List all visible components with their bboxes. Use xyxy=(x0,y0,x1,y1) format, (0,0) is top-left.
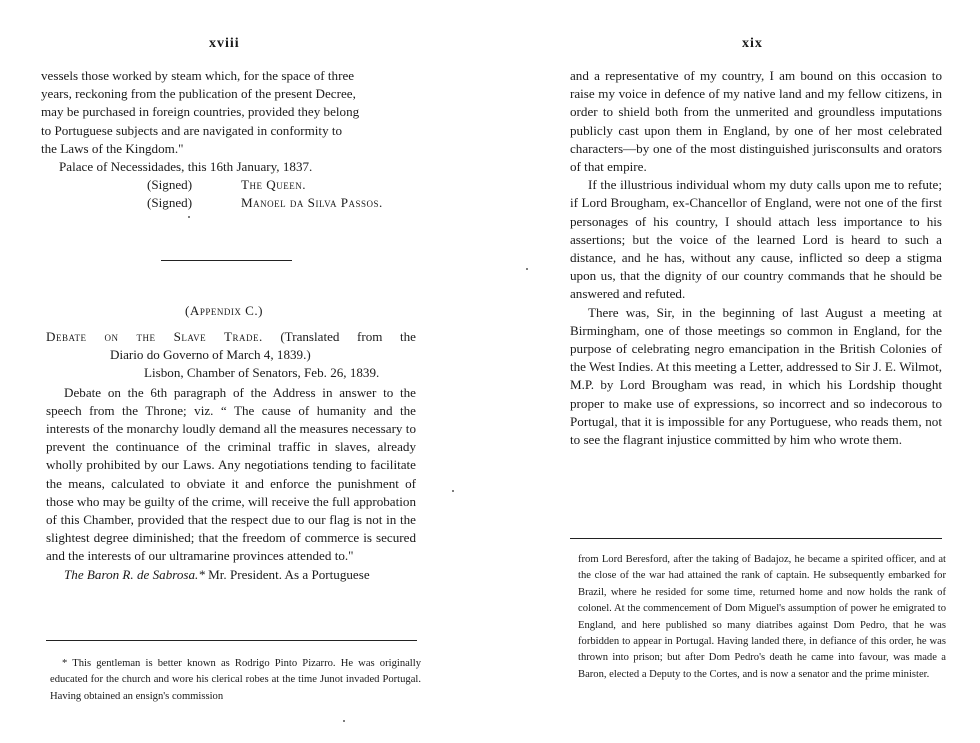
print-speck xyxy=(343,720,345,722)
debate-paragraph: Debate on the 6th paragraph of the Address in answer to the speech from the Throne; viz. “ The cause of humanity and the interests of the monarchy loudly demand all the measures necessary to prevent the continuance of the criminal traffic in slaves, already wholly prohibited by our Laws. Any negotiations tending to facilitate the means, calculated to obviate it and enforce the punishment of those who may be guilty of the crime, will receive the full approbation of this Chamber, provided that the respect due to our flag is not in the slightest degree diminished; that the freedom of commerce is secured and the interests of our ultramarine provinces attended to." xyxy=(46,384,416,564)
text-line: vessels those worked by steam which, for the space of three xyxy=(41,68,355,83)
debate-source: Diario do Governo of March 4, 1839.) xyxy=(110,347,311,363)
debate-translation-note: (Translated from the xyxy=(280,329,416,344)
paragraph: and a representative of my country, I am bound on this occasion to raise my voice in defence of my native land and my fellow citizens, in order to shield both from the unmerited and groundless imputations publicly cast upon them in England, by one of her most celebrated characters—by one of the most distinguished jurisconsults and orators of that empire. xyxy=(570,68,942,175)
appendix-heading: (Appendix C.) xyxy=(185,303,263,318)
place-date: Lisbon, Chamber of Senators, Feb. 26, 1839. xyxy=(144,365,380,381)
left-body-top xyxy=(41,67,413,213)
text-line: to Portuguese subjects and are navigated in conformity to xyxy=(41,122,343,138)
speaker-name: The Baron R. de Sabrosa.* xyxy=(64,566,205,582)
footnote-rule xyxy=(46,640,417,641)
signatory-name: Manoel da Silva Passos. xyxy=(241,195,383,211)
text-line: Palace of Necessidades, this 16th January, 1837. xyxy=(59,159,313,175)
paragraph: If the illustrious individual whom my duty calls upon me to refute; if Lord Brougham, ex-Chancellor of England, were not one of the first personages of his country, I should attach less importance to his assertions; but the voice of the learned Lord is heard to such a distance, and he has, without any cause, inflicted so deep a stigma upon us, that the dignity of our country commands that he should be answered and refuted. xyxy=(570,177,942,302)
signature-row-2 xyxy=(41,194,413,212)
right-page xyxy=(490,0,980,743)
signed-label: (Signed) xyxy=(147,195,193,211)
paragraph: There was, Sir, in the beginning of last August a meeting at Birmingham, one of those meetings so common in England, for the purpose of celebrating negro emancipation in the British Colonies of the West Indies. At this meeting a Letter, addressed to Sir J. E. Wilmot, M.P. by Lord Brougham was read, in which his Lordship thought proper to make use of expressions, so incorrect and so indecorous to Portugal, that it is impossible for any Portuguese, who reads them, not to see the flagrant injustice committed by him who wrote them. xyxy=(570,304,942,448)
text-line: may be purchased in foreign countries, provided they belong xyxy=(41,104,360,120)
speaker-text: Mr. President. As a Portuguese xyxy=(208,566,370,582)
section-divider xyxy=(161,260,292,261)
page-number-right: xix xyxy=(742,36,763,51)
footnote-left xyxy=(50,656,421,705)
text-line: the Laws of the Kingdom." xyxy=(41,140,184,156)
footnote-right xyxy=(578,552,946,683)
print-speck xyxy=(526,268,528,270)
text-line: years, reckoning from the publication of the present Decree, xyxy=(41,86,356,102)
signatory-name: The Queen. xyxy=(241,177,306,193)
page-number-left: xviii xyxy=(209,36,240,51)
signed-label: (Signed) xyxy=(147,177,193,193)
debate-heading xyxy=(46,328,416,584)
signature-row-1 xyxy=(41,176,413,194)
footnote-text: from Lord Beresford, after the taking of Badajoz, he became a spirited officer, and at the close of the war had attained the rank of captain. He subsequently embarked for Brazil, where he resided for some time, returned home and now holds the rank of colonel. At the commencement of Dom Miguel's assumption of power he emigrated to England, and here published so many diatribes against Dom Pedro, that he was forbidden to appear in Portugal. Having landed there, in defiance of this order, he was thrown into prison; but after Dom Pedro's death he came into favour, was made a Baron, elected a Deputy to the Cortes, and is now a senator and the prime minister. xyxy=(578,554,946,680)
right-body xyxy=(570,67,942,449)
debate-title: Debate on the Slave Trade. xyxy=(46,329,263,344)
print-speck xyxy=(452,490,454,492)
footnote-text: * This gentleman is better known as Rodrigo Pinto Pizarro. He was originally educated for the church and wore his clerical robes at the time Junot invaded Portugal. Having obtained an ensign's commission xyxy=(50,658,421,702)
footnote-rule xyxy=(570,538,942,539)
print-speck xyxy=(188,216,190,218)
